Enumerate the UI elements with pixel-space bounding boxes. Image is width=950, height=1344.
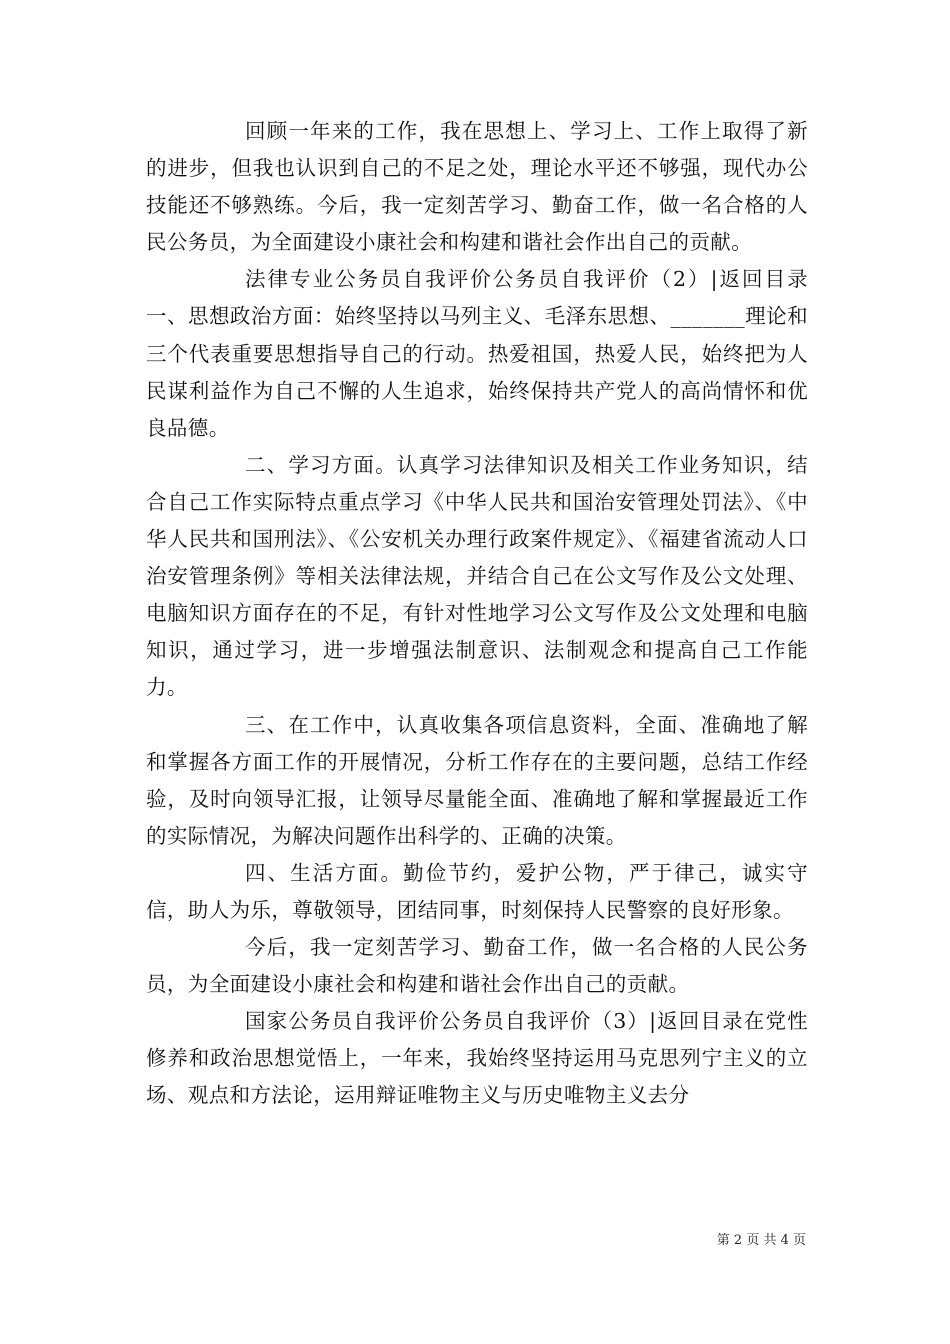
- paragraph-section-3: 国家公务员自我评价公务员自我评价（3）|返回目录在党性修养和政治思想觉悟上，一年来，我始终坚持运用马克思列宁主义的立场、观点和方法论，运用辩证唯物主义与历史唯物主义去分: [146, 1009, 808, 1108]
- paragraph-work: 三、在工作中，认真收集各项信息资料，全面、准确地了解和掌握各方面工作的开展情况，分析工作存在的主要问题，总结工作经验，及时向领导汇报，让领导尽量能全面、准确地了解和掌握最近工作的实际情况，为解决问题作出科学的、正确的决策。: [146, 712, 808, 848]
- page-number: 第 2 页 共 4 页: [716, 1233, 806, 1248]
- paragraph-section-2-political: 法律专业公务员自我评价公务员自我评价（2）|返回目录一、思想政治方面：始终坚持以马列主义、毛泽东思想、_______理论和三个代表重要思想指导自己的行动。热爱祖国，热爱人民，始终把为人民谋利益作为自己不懈的人生追求，始终保持共产党人的高尚情怀和优良品德。: [146, 267, 808, 440]
- paragraph-study: 二、学习方面。认真学习法律知识及相关工作业务知识，结合自己工作实际特点重点学习《中华人民共和国治安管理处罚法》、《中华人民共和国刑法》、《公安机关办理行政案件规定》、《福建省流动人口治安管理条例》等相关法律法规，并结合自己在公文写作及公文处理、电脑知识方面存在的不足，有针对性地学习公文写作及公文处理和电脑知识，通过学习，进一步增强法制意识、法制观念和提高自己工作能力。: [146, 452, 808, 700]
- paragraph-future: 今后，我一定刻苦学习、勤奋工作，做一名合格的人民公务员，为全面建设小康社会和构建和谐社会作出自己的贡献。: [146, 935, 808, 997]
- document-body: [146, 113, 808, 1115]
- paragraph-life: 四、生活方面。勤俭节约，爱护公物，严于律己，诚实守信，助人为乐，尊敬领导，团结同事，时刻保持人民警察的良好形象。: [146, 860, 808, 922]
- paragraph-review: 回顾一年来的工作，我在思想上、学习上、工作上取得了新的进步，但我也认识到自己的不足之处，理论水平还不够强，现代办公技能还不够熟练。今后，我一定刻苦学习、勤奋工作，做一名合格的人民公务员，为全面建设小康社会和构建和谐社会作出自己的贡献。: [146, 119, 808, 255]
